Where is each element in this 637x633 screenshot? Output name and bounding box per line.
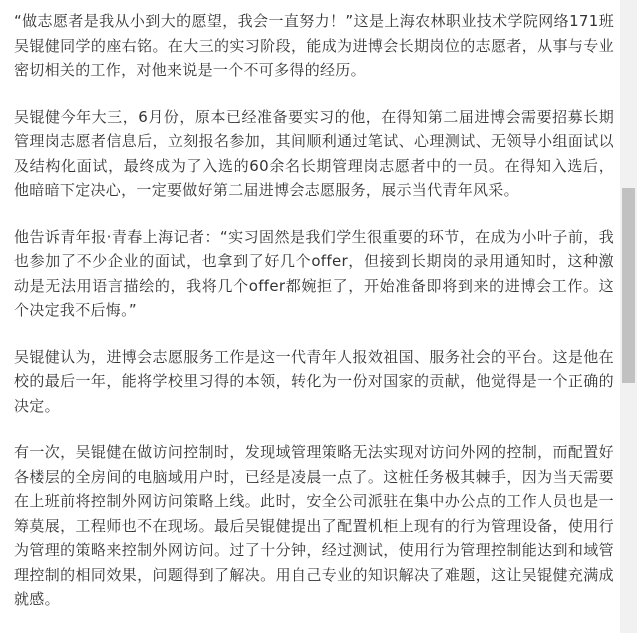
article-paragraph: 吴锟健认为，进博会志愿服务工作是这一代青年人报效祖国、服务社会的平台。这是他在校的最后一年，能将学校里习得的本领，转化为一份对国家的贡献，他觉得是一个正确的决定。 xyxy=(14,347,614,415)
article-paragraph: 他告诉青年报·青春上海记者：“实习固然是我们学生很重要的环节，在成为小叶子前，我也参加了不少企业的面试，也拿到了好几个offer，但接到长期岗的录用通知时，这种激动是无法用语言描绘的，我将几个offer都婉拒了，开始准备即将到来的进博会工作。这个决定我不后悔。” xyxy=(14,227,614,319)
scrollbar-thumb[interactable] xyxy=(622,188,635,383)
article-paragraph: “做志愿者是我从小到大的愿望，我会一直努力！”这是上海农林职业技术学院网络171班吴锟健同学的座右铭。在大三的实习阶段，能成为进博会长期岗位的志愿者，从事与专业密切相关的工作，对他来说是一个不可多得的经历。 xyxy=(14,12,614,79)
vertical-scrollbar[interactable] xyxy=(620,0,637,633)
article-paragraph: 吴锟健今年大三，6月份，原本已经准备要实习的他，在得知第二届进博会需要招募长期管理岗志愿者信息后，立刻报名参加，其间顺利通过笔试、心理测试、无领导小组面试以及结构化面试，最终成为了入选的60余名长期管理岗志愿者中的一员。在得知入选后，他暗暗下定决心，一定要做好第二届进博会志愿服务，展示当代青年风采。 xyxy=(14,107,614,199)
article-paragraph: 有一次，吴锟健在做访问控制时，发现域管理策略无法实现对访问外网的控制，而配置好各楼层的全房间的电脑域用户时，已经是凌晨一点了。这桩任务极其棘手，因为当天需要在上班前将控制外网访问策略上线。此时，安全公司派驻在集中办公点的工作人员也是一筹莫展，工程师也不在现场。最后吴锟健提出了配置机柜上现有的行为管理设备，使用行为管理的策略来控制外网访问。过了十分钟，经过测试，使用行为管理控制能达到和域管理控制的相同效果，问题得到了解决。用自己专业的知识解决了难题，这让吴锟健充满成就感。 xyxy=(14,443,614,608)
